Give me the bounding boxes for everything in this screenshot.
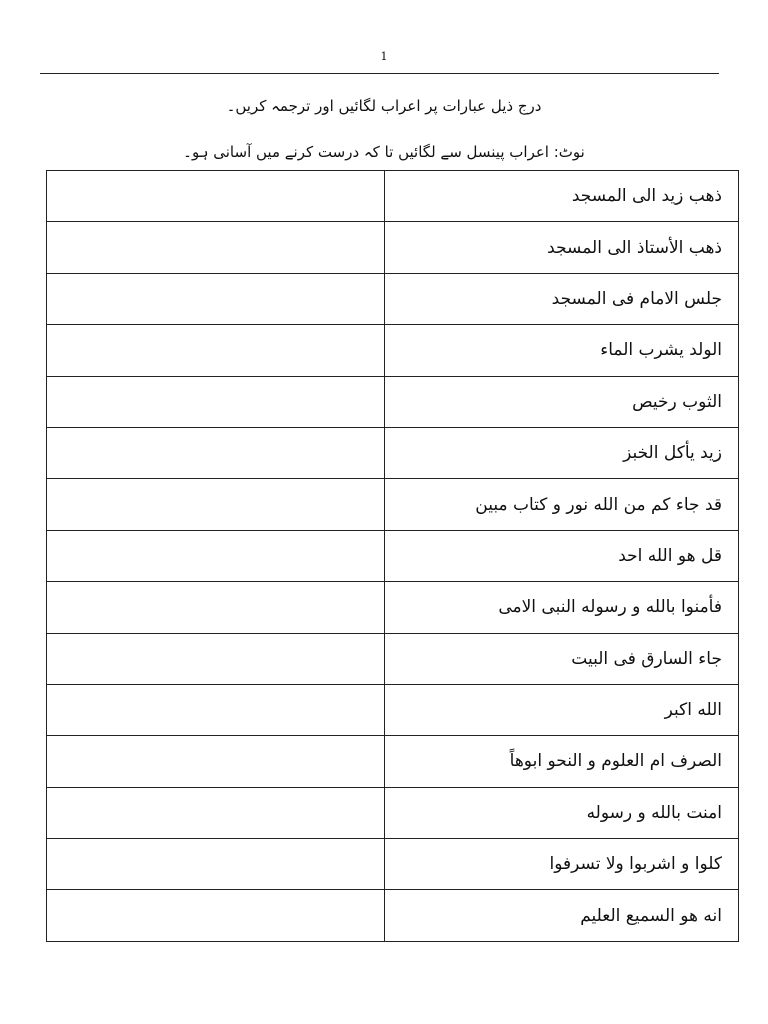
translation-cell[interactable] [47, 582, 385, 633]
exercise-table-body [47, 171, 739, 942]
arabic-sentence-cell: جاء السارق فى البيت [385, 633, 739, 684]
arabic-sentence-cell: الثوب رخيص [385, 376, 739, 427]
arabic-sentence-cell: كلوا و اشربوا ولا تسرفوا [385, 839, 739, 890]
table-row [47, 633, 739, 684]
arabic-sentence-cell: فأمنوا بالله و رسوله النبى الامى [385, 582, 739, 633]
table-row [47, 171, 739, 222]
table-row [47, 479, 739, 530]
translation-cell[interactable] [47, 787, 385, 838]
arabic-sentence-cell: قل هو الله احد [385, 530, 739, 581]
page-number: 1 [380, 50, 388, 63]
table-row [47, 582, 739, 633]
table-row [47, 530, 739, 581]
table-row [47, 325, 739, 376]
translation-cell[interactable] [47, 222, 385, 273]
table-row [47, 427, 739, 478]
arabic-sentence-cell: الله اكبر [385, 684, 739, 735]
table-row [47, 890, 739, 942]
translation-cell[interactable] [47, 890, 385, 942]
table-row [47, 684, 739, 735]
exercise-table [46, 170, 739, 942]
arabic-sentence-cell: ذهب زيد الى المسجد [385, 171, 739, 222]
translation-cell[interactable] [47, 479, 385, 530]
translation-cell[interactable] [47, 427, 385, 478]
translation-cell[interactable] [47, 633, 385, 684]
table-row [47, 787, 739, 838]
arabic-sentence-cell: زيد يأكل الخبز [385, 427, 739, 478]
translation-cell[interactable] [47, 376, 385, 427]
translation-cell[interactable] [47, 530, 385, 581]
table-row [47, 736, 739, 787]
arabic-sentence-cell: ذهب الأستاذ الى المسجد [385, 222, 739, 273]
instruction-note: نوٹ: اعراب پینسل سے لگائیں تا کہ درست کرنے میں آسانی ہو۔ [183, 143, 585, 161]
arabic-sentence-cell: انه هو السميع العليم [385, 890, 739, 942]
translation-cell[interactable] [47, 684, 385, 735]
arabic-sentence-cell: جلس الامام فى المسجد [385, 273, 739, 324]
table-row [47, 222, 739, 273]
translation-cell[interactable] [47, 325, 385, 376]
translation-cell[interactable] [47, 839, 385, 890]
arabic-sentence-cell: الولد يشرب الماء [385, 325, 739, 376]
instruction-text: درج ذیل عبارات پر اعراب لگائیں اور ترجمہ کریں۔ [226, 97, 542, 115]
translation-cell[interactable] [47, 736, 385, 787]
arabic-sentence-cell: الصرف ام العلوم و النحو ابوهاً [385, 736, 739, 787]
header-rule [40, 73, 719, 74]
arabic-sentence-cell: قد جاء كم من الله نور و كتاب مبين [385, 479, 739, 530]
translation-cell[interactable] [47, 171, 385, 222]
table-row [47, 839, 739, 890]
arabic-sentence-cell: امنت بالله و رسوله [385, 787, 739, 838]
table-row [47, 273, 739, 324]
translation-cell[interactable] [47, 273, 385, 324]
table-row [47, 376, 739, 427]
